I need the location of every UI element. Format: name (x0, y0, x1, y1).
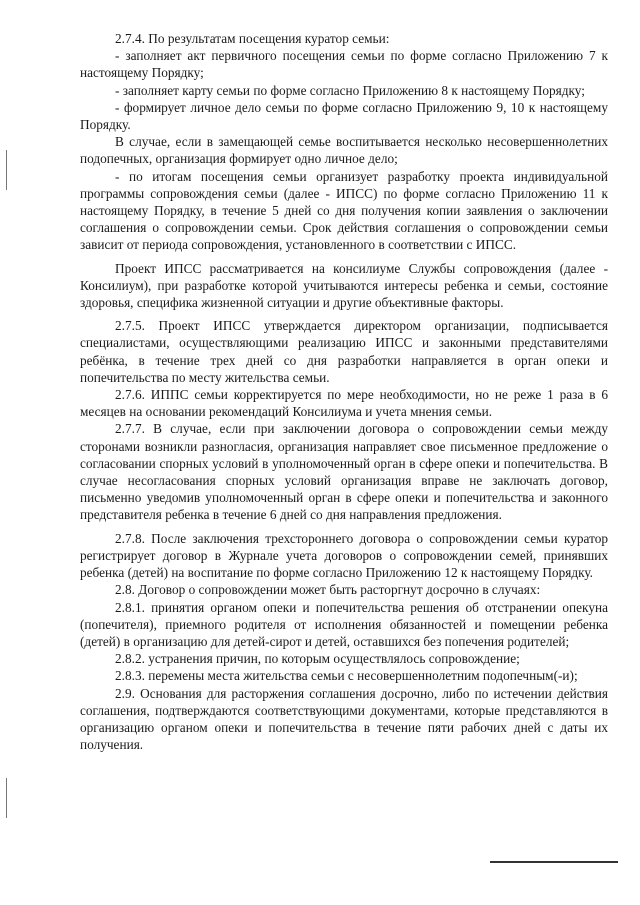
scan-edge-mark-bottom (6, 778, 7, 818)
list-item-act: - заполняет акт первичного посещения семьи по форме согласно Приложению 7 к настоящему Порядку; (80, 48, 608, 81)
paragraph-ipss-council: Проект ИПСС рассматривается на консилиуме Службы сопровождения (далее - Консилиум), при разработке которой учитываются интересы ребенка и семьи, состояние здоровья, специфика жизненной ситуации и другие объективные факторы. (80, 260, 608, 311)
footer-rule (490, 861, 618, 863)
paragraph-2-8-1: 2.8.1. принятия органом опеки и попечительства решения об отстранении опекуна (попечителя), приемного родителя от исполнения обязанностей и помещении ребенка (детей) в организацию для детей-сирот и детей, оставшихся без попечения родителей; (80, 599, 608, 649)
list-item-card: - заполняет карту семьи по форме согласно Приложению 8 к настоящему Порядку; (115, 82, 585, 98)
paragraph-2-7-6: 2.7.6. ИППС семьи корректируется по мере необходимости, но не реже 1 раза в 6 месяцев на основании рекомендаций Консилиума и учета мнения семьи. (80, 387, 608, 420)
paragraph-2-7-7: 2.7.7. В случае, если при заключении договора о сопровождении семьи между сторонами возникли разногласия, организация направляет свое письменное предложение о согласовании спорных условий в уполномоченный орган в сфере опеки и попечительства. В случае несогласования спорных условий организация вправе не заключать договор, письменно уведомив уполномоченный орган в сфере опеки и попечительства и законного представителя ребенка в течение 6 дней со дня направления предложения. (80, 421, 608, 523)
paragraph-2-7-4: 2.7.4. По результатам посещения куратор семьи: (115, 31, 390, 46)
list-item-ipss-project: - по итогам посещения семьи организует разработку проекта индивидуальной программы сопровождения семьи (далее - ИПСС) по форме согласно Приложению 11 к настоящему Порядку, в течение 5 дней со дня получения копии заявления о заключении соглашения о сопровождении семьи. Срок действия соглашения о сопровождении семьи зависит от периода сопровождения, установленного в соответствии с ИПСС. (80, 168, 608, 253)
paragraph-several-wards: В случае, если в замещающей семье воспитывается несколько несовершеннолетних подопечных, организация формирует одно личное дело; (80, 134, 608, 167)
document-page (80, 30, 608, 753)
paragraph-2-8-3: 2.8.3. перемены места жительства семьи с несовершеннолетним подопечным(-и); (115, 668, 578, 684)
paragraph-2-8: 2.8. Договор о сопровождении может быть расторгнут досрочно в случаях: (115, 582, 541, 598)
scan-edge-mark-top (6, 150, 7, 190)
list-item-personal-file: - формирует личное дело семьи по форме согласно Приложению 9, 10 к настоящему Порядку. (80, 99, 608, 133)
paragraph-2-8-2: 2.8.2. устранения причин, по которым осуществлялось сопровождение; (115, 651, 520, 667)
paragraph-2-7-5: 2.7.5. Проект ИПСС утверждается директором организации, подписывается специалистами, осуществляющими реализацию ИПСС и законными представителями ребёнка, в течение трех дней со дня разработки направляется в орган опеки и попечительства по месту жительства семьи. (80, 318, 608, 385)
paragraph-2-7-8: 2.7.8. После заключения трехстороннего договора о сопровождении семьи куратор регистрирует договор в Журнале учета договоров о сопровождении семей, принявших ребенка (детей) на воспитание по форме согласно Приложению 12 к настоящему Порядку. (80, 530, 608, 581)
paragraph-2-9: 2.9. Основания для расторжения соглашения досрочно, либо по истечении действия соглашения, подтверждаются соответствующими документами, которые представляются в организацию органом опеки и попечительства в течение пяти рабочих дней с даты их получения. (80, 685, 608, 753)
